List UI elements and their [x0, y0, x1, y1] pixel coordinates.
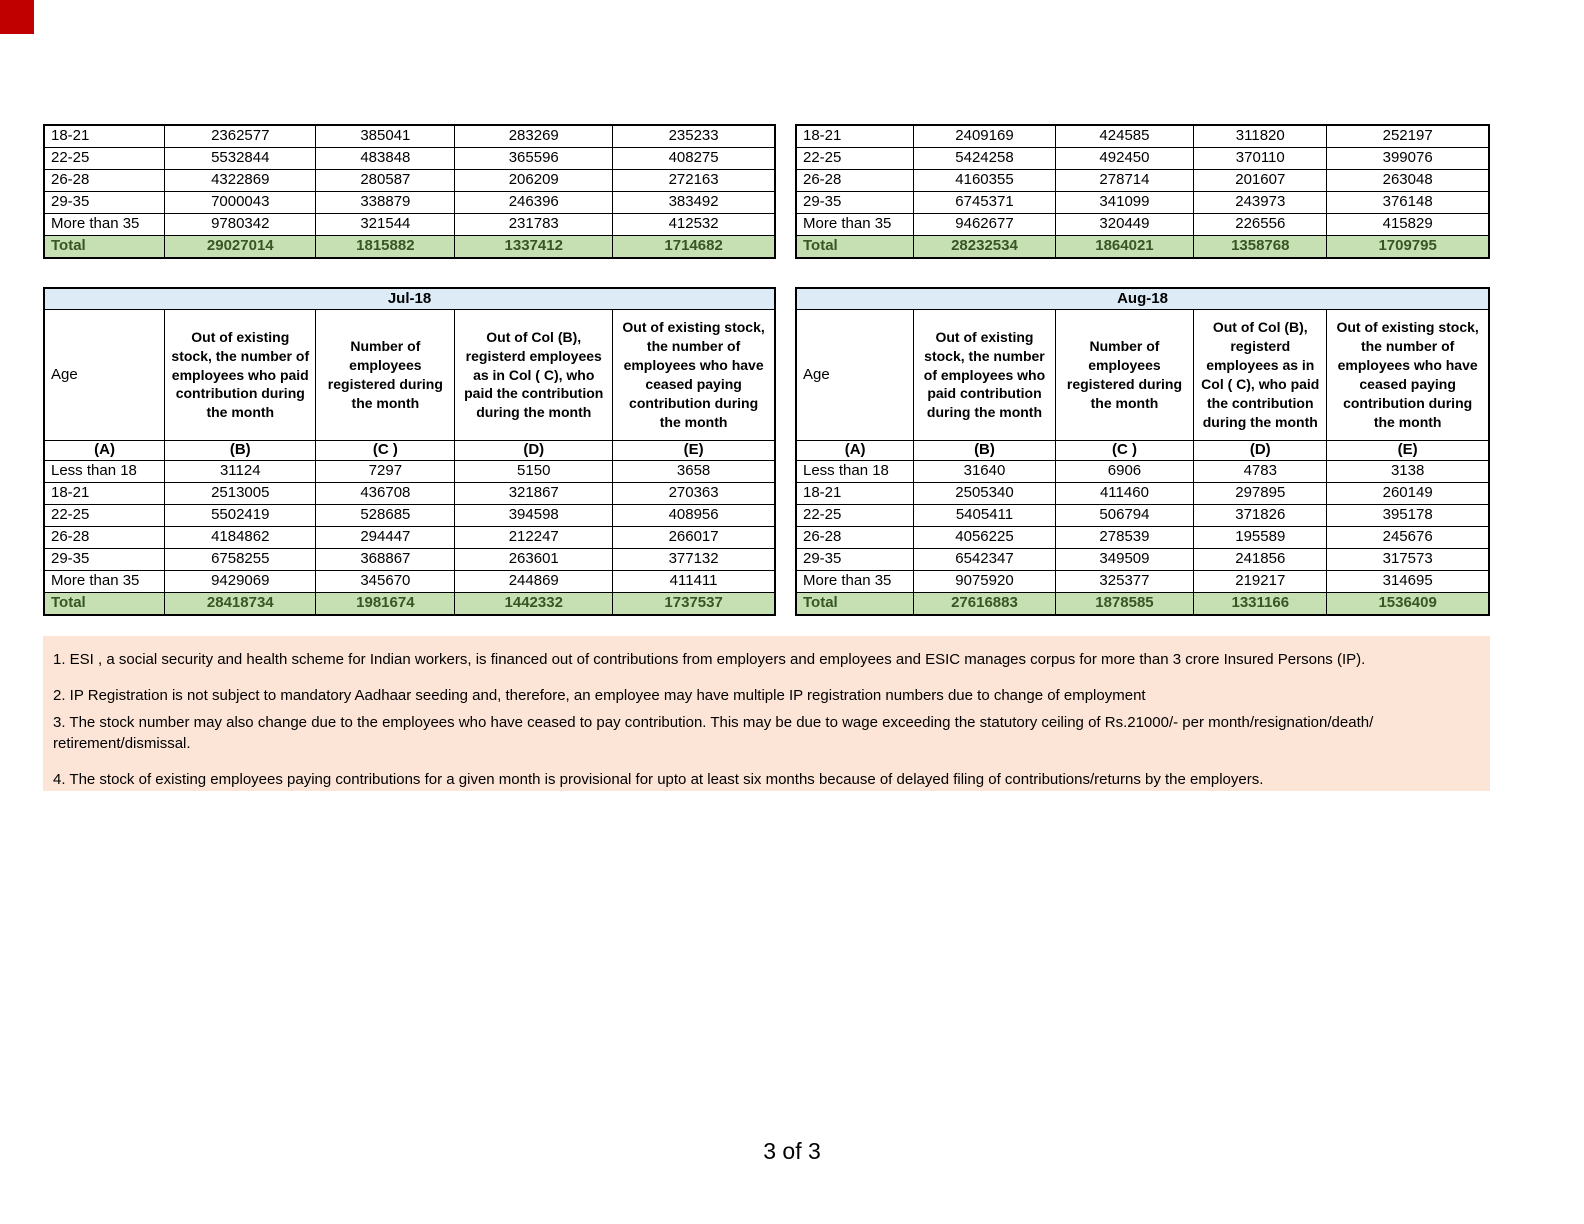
table-row — [796, 549, 1489, 571]
value-cell: 338879 — [316, 192, 455, 214]
value-cell: 283269 — [455, 125, 613, 148]
value-cell: 5405411 — [914, 505, 1055, 527]
col-letter-d: (D) — [1194, 441, 1327, 461]
age-cell: 26-28 — [44, 170, 165, 192]
value-cell: 411411 — [613, 571, 775, 593]
month-label: Aug-18 — [796, 288, 1489, 310]
table-row — [44, 192, 775, 214]
value-cell: 245676 — [1327, 527, 1489, 549]
value-cell: 6745371 — [914, 192, 1055, 214]
value-cell: 4184862 — [165, 527, 316, 549]
value-cell: 241856 — [1194, 549, 1327, 571]
value-cell: 7297 — [316, 461, 455, 483]
table-row — [796, 192, 1489, 214]
col-letter-b: (B) — [165, 441, 316, 461]
continuation-table-left — [43, 124, 776, 259]
value-cell: 278539 — [1055, 527, 1194, 549]
age-cell: 18-21 — [796, 483, 914, 505]
age-cell: Total — [796, 593, 914, 616]
value-cell: 1878585 — [1055, 593, 1194, 616]
age-cell: Total — [44, 593, 165, 616]
month-table-jul-18 — [43, 287, 776, 616]
value-cell: 411460 — [1055, 483, 1194, 505]
age-cell: Total — [796, 236, 914, 259]
age-cell: Less than 18 — [44, 461, 165, 483]
table-row — [796, 483, 1489, 505]
age-cell: 29-35 — [44, 549, 165, 571]
table-row — [44, 571, 775, 593]
value-cell: 408275 — [613, 148, 775, 170]
value-cell: 270363 — [613, 483, 775, 505]
age-cell: 22-25 — [796, 505, 914, 527]
month-header-row — [44, 288, 775, 310]
column-letter-row — [44, 441, 775, 461]
value-cell: 1815882 — [316, 236, 455, 259]
header-age: Age — [44, 310, 165, 441]
age-cell: More than 35 — [44, 571, 165, 593]
value-cell: 3138 — [1327, 461, 1489, 483]
month-table-aug-18 — [795, 287, 1490, 616]
header-age: Age — [796, 310, 914, 441]
value-cell: 1358768 — [1194, 236, 1327, 259]
header-col-d: Out of Col (B), registerd employees as in Col ( C), who paid the contribution during the month — [1194, 310, 1327, 441]
value-cell: 395178 — [1327, 505, 1489, 527]
value-cell: 31124 — [165, 461, 316, 483]
value-cell: 297895 — [1194, 483, 1327, 505]
total-row — [796, 593, 1489, 616]
notes-panel — [43, 636, 1490, 791]
age-cell: 22-25 — [44, 505, 165, 527]
value-cell: 278714 — [1055, 170, 1194, 192]
value-cell: 266017 — [613, 527, 775, 549]
table-row — [44, 125, 775, 148]
value-cell: 201607 — [1194, 170, 1327, 192]
value-cell: 394598 — [455, 505, 613, 527]
value-cell: 371826 — [1194, 505, 1327, 527]
header-col-b: Out of existing stock, the number of employees who paid contribution during the month — [165, 310, 316, 441]
value-cell: 9780342 — [165, 214, 316, 236]
value-cell: 2505340 — [914, 483, 1055, 505]
value-cell: 1442332 — [455, 593, 613, 616]
value-cell: 5532844 — [165, 148, 316, 170]
value-cell: 246396 — [455, 192, 613, 214]
value-cell: 6758255 — [165, 549, 316, 571]
col-letter-d: (D) — [455, 441, 613, 461]
table-row — [796, 461, 1489, 483]
table-row — [44, 505, 775, 527]
table-row — [796, 571, 1489, 593]
note-3: 3. The stock number may also change due to the employees who have ceased to pay contribution. This may be due to wage exceeding the statutory ceiling of Rs.21000/- per month/resignation/death/ retirement/dismissal. — [53, 714, 1374, 752]
age-cell: 29-35 — [796, 549, 914, 571]
value-cell: 424585 — [1055, 125, 1194, 148]
note-1: 1. ESI , a social security and health scheme for Indian workers, is financed out of contributions from employers and employees and ESIC manages corpus for more than 3 crore Insured Persons (IP). — [53, 651, 1366, 668]
column-header-row — [44, 310, 775, 441]
value-cell: 1737537 — [613, 593, 775, 616]
value-cell: 399076 — [1327, 148, 1489, 170]
value-cell: 272163 — [613, 170, 775, 192]
value-cell: 9462677 — [914, 214, 1055, 236]
age-cell: 18-21 — [796, 125, 914, 148]
value-cell: 263601 — [455, 549, 613, 571]
header-col-e: Out of existing stock, the number of employees who have ceased paying contribution during the month — [613, 310, 775, 441]
col-letter-e: (E) — [613, 441, 775, 461]
age-cell: 18-21 — [44, 125, 165, 148]
value-cell: 1536409 — [1327, 593, 1489, 616]
value-cell: 263048 — [1327, 170, 1489, 192]
value-cell: 27616883 — [914, 593, 1055, 616]
header-col-b: Out of existing stock, the number of employees who paid contribution during the month — [914, 310, 1055, 441]
header-col-d: Out of Col (B), registerd employees as in Col ( C), who paid the contribution during the month — [455, 310, 613, 441]
table-row — [796, 527, 1489, 549]
table-row — [796, 170, 1489, 192]
value-cell: 28232534 — [914, 236, 1055, 259]
age-cell: 29-35 — [44, 192, 165, 214]
note-4: 4. The stock of existing employees paying contributions for a given month is provisional for upto at least six months because of delayed filing of contributions/returns by the employers. — [53, 771, 1264, 788]
value-cell: 1864021 — [1055, 236, 1194, 259]
value-cell: 231783 — [455, 214, 613, 236]
total-row — [796, 236, 1489, 259]
note-2: 2. IP Registration is not subject to mandatory Aadhaar seeding and, therefore, an employee may have multiple IP registration numbers due to change of employment — [53, 687, 1146, 704]
age-cell: 26-28 — [44, 527, 165, 549]
value-cell: 320449 — [1055, 214, 1194, 236]
value-cell: 311820 — [1194, 125, 1327, 148]
col-letter-c: (C ) — [316, 441, 455, 461]
col-letter-a: (A) — [44, 441, 165, 461]
col-letter-a: (A) — [796, 441, 914, 461]
age-cell: Less than 18 — [796, 461, 914, 483]
value-cell: 408956 — [613, 505, 775, 527]
value-cell: 376148 — [1327, 192, 1489, 214]
table-row — [796, 148, 1489, 170]
month-label: Jul-18 — [44, 288, 775, 310]
value-cell: 280587 — [316, 170, 455, 192]
age-cell: Total — [44, 236, 165, 259]
value-cell: 31640 — [914, 461, 1055, 483]
value-cell: 7000043 — [165, 192, 316, 214]
age-cell: 18-21 — [44, 483, 165, 505]
value-cell: 244869 — [455, 571, 613, 593]
total-row — [44, 236, 775, 259]
value-cell: 4056225 — [914, 527, 1055, 549]
value-cell: 3658 — [613, 461, 775, 483]
value-cell: 235233 — [613, 125, 775, 148]
value-cell: 252197 — [1327, 125, 1489, 148]
table-row — [44, 148, 775, 170]
continuation-table-right — [795, 124, 1490, 259]
value-cell: 317573 — [1327, 549, 1489, 571]
month-header-row — [796, 288, 1489, 310]
column-header-row — [796, 310, 1489, 441]
value-cell: 4160355 — [914, 170, 1055, 192]
value-cell: 5502419 — [165, 505, 316, 527]
value-cell: 2409169 — [914, 125, 1055, 148]
value-cell: 2362577 — [165, 125, 316, 148]
value-cell: 321544 — [316, 214, 455, 236]
value-cell: 4783 — [1194, 461, 1327, 483]
value-cell: 370110 — [1194, 148, 1327, 170]
table-row — [44, 461, 775, 483]
red-corner-marker — [0, 0, 34, 34]
age-cell: 22-25 — [796, 148, 914, 170]
value-cell: 5424258 — [914, 148, 1055, 170]
value-cell: 6542347 — [914, 549, 1055, 571]
column-letter-row — [796, 441, 1489, 461]
value-cell: 506794 — [1055, 505, 1194, 527]
value-cell: 341099 — [1055, 192, 1194, 214]
age-cell: 29-35 — [796, 192, 914, 214]
value-cell: 345670 — [316, 571, 455, 593]
age-cell: 22-25 — [44, 148, 165, 170]
table-row — [44, 549, 775, 571]
value-cell: 314695 — [1327, 571, 1489, 593]
value-cell: 219217 — [1194, 571, 1327, 593]
value-cell: 226556 — [1194, 214, 1327, 236]
value-cell: 4322869 — [165, 170, 316, 192]
age-cell: More than 35 — [44, 214, 165, 236]
header-col-c: Number of employees registered during the month — [1055, 310, 1194, 441]
value-cell: 212247 — [455, 527, 613, 549]
value-cell: 1981674 — [316, 593, 455, 616]
value-cell: 385041 — [316, 125, 455, 148]
value-cell: 243973 — [1194, 192, 1327, 214]
age-cell: 26-28 — [796, 170, 914, 192]
value-cell: 483848 — [316, 148, 455, 170]
age-cell: 26-28 — [796, 527, 914, 549]
value-cell: 1337412 — [455, 236, 613, 259]
table-row — [44, 527, 775, 549]
value-cell: 528685 — [316, 505, 455, 527]
table-row — [796, 505, 1489, 527]
value-cell: 6906 — [1055, 461, 1194, 483]
table-row — [44, 170, 775, 192]
value-cell: 415829 — [1327, 214, 1489, 236]
col-letter-e: (E) — [1327, 441, 1489, 461]
value-cell: 260149 — [1327, 483, 1489, 505]
value-cell: 206209 — [455, 170, 613, 192]
value-cell: 383492 — [613, 192, 775, 214]
table-row — [796, 214, 1489, 236]
page-number: 3 of 3 — [763, 1138, 821, 1164]
value-cell: 349509 — [1055, 549, 1194, 571]
value-cell: 195589 — [1194, 527, 1327, 549]
table-row — [44, 214, 775, 236]
value-cell: 294447 — [316, 527, 455, 549]
age-cell: More than 35 — [796, 214, 914, 236]
value-cell: 368867 — [316, 549, 455, 571]
value-cell: 1709795 — [1327, 236, 1489, 259]
value-cell: 2513005 — [165, 483, 316, 505]
value-cell: 29027014 — [165, 236, 316, 259]
age-cell: More than 35 — [796, 571, 914, 593]
value-cell: 9075920 — [914, 571, 1055, 593]
value-cell: 365596 — [455, 148, 613, 170]
header-col-c: Number of employees registered during the month — [316, 310, 455, 441]
value-cell: 492450 — [1055, 148, 1194, 170]
value-cell: 321867 — [455, 483, 613, 505]
value-cell: 412532 — [613, 214, 775, 236]
value-cell: 436708 — [316, 483, 455, 505]
value-cell: 325377 — [1055, 571, 1194, 593]
col-letter-b: (B) — [914, 441, 1055, 461]
value-cell: 1331166 — [1194, 593, 1327, 616]
table-row — [44, 483, 775, 505]
value-cell: 377132 — [613, 549, 775, 571]
total-row — [44, 593, 775, 616]
value-cell: 1714682 — [613, 236, 775, 259]
table-row — [796, 125, 1489, 148]
col-letter-c: (C ) — [1055, 441, 1194, 461]
value-cell: 5150 — [455, 461, 613, 483]
header-col-e: Out of existing stock, the number of employees who have ceased paying contribution during the month — [1327, 310, 1489, 441]
value-cell: 28418734 — [165, 593, 316, 616]
value-cell: 9429069 — [165, 571, 316, 593]
